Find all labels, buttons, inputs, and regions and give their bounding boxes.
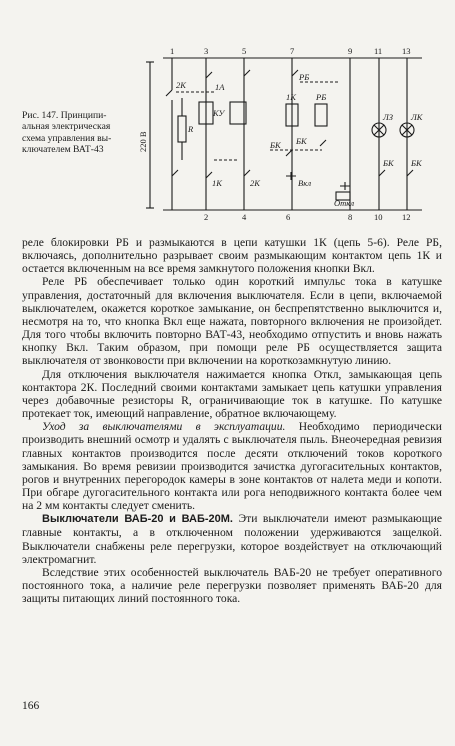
terminal-13: 13 — [402, 46, 411, 56]
terminal-9: 9 — [348, 46, 353, 56]
caption-line: схема управления вы- — [22, 132, 112, 144]
paragraph-lead: Уход за выключателями в эксплуатации. — [42, 420, 286, 434]
label-rb2: РБ — [316, 92, 327, 102]
label-1a: 1А — [215, 82, 225, 92]
terminal-11: 11 — [374, 46, 383, 56]
paragraph-disconnect — [22, 368, 442, 421]
label-2k-top: 2К — [176, 80, 186, 90]
label-r: R — [188, 124, 194, 134]
terminal-7: 7 — [290, 46, 295, 56]
relay-coil-rb — [315, 104, 327, 126]
resistor-r — [178, 98, 186, 160]
branch-7 — [286, 58, 298, 210]
paragraph-text: Необходимо периодически производить внешний осмотр и удалять с выключателя пыль. Внеочередная ревизия главных контактов производится после десяти отключений токов короткого замыкания. Во время ревизии производится зачистка дугогасительных контактов, рогов и внутренних перегородок камеры в зоне контактов от налета меди и копоти. При обгаре дугогасительного контакта или рога неподвижного контакта более чем на 2 мм контакты следует сменить. — [22, 420, 442, 513]
label-ku: КУ — [213, 108, 225, 118]
label-lz: ЛЗ — [383, 112, 393, 122]
label-bk2: БК — [296, 136, 307, 146]
paragraph-text: Для отключения выключателя нажимается кнопка Откл, замыкающая цепь контактора 2К. Последний своими контактами замыкает цепь катушки управления через добавочные резисторы R, ограничивающие ток в катушке. По катушке протекает ток, имеющий направление, обратное включающему. — [22, 367, 442, 421]
caption-line: Рис. 147. Принципи- — [22, 110, 107, 121]
label-bk4: БК — [411, 158, 422, 168]
label-bk1: БК — [270, 140, 281, 150]
label-1k-bottom: 1К — [212, 178, 222, 188]
body-text — [22, 236, 442, 605]
label-2k-bottom: 2К — [250, 178, 260, 188]
terminal-12: 12 — [402, 212, 411, 222]
paragraph-rb-relay — [22, 275, 442, 367]
branch-5 — [230, 58, 246, 210]
terminal-1: 1 — [170, 46, 175, 56]
terminal-6: 6 — [286, 212, 291, 222]
label-rb1: РБ — [299, 72, 310, 82]
label-bk3: БК — [383, 158, 394, 168]
label-lk: ЛК — [411, 112, 423, 122]
terminal-10: 10 — [374, 212, 383, 222]
paragraph-text: Эти выключатели имеют размыкающие главные контакты, а в отключенном положении удерживаются защелкой. Выключатели снабжены реле перегрузки, которое воздействует на отключающий электромагнит. — [22, 512, 442, 566]
label-1k: 1К — [286, 92, 296, 102]
terminal-2: 2 — [204, 212, 209, 222]
paragraph-continuation — [22, 236, 442, 275]
paragraph-text: Вследствие этих особенностей выключатель ВАБ-20 не требует оперативного постоянного тока, а наличие реле перегрузки позволяет применять ВАБ-20 для защиты питающих линий постоянного тока. — [22, 565, 442, 606]
paragraph-vab20 — [22, 512, 442, 566]
branch-1 — [166, 58, 172, 210]
paragraph-maintenance — [22, 420, 442, 512]
branch-13 — [400, 58, 414, 210]
terminal-4: 4 — [242, 212, 247, 222]
caption-line: альная электрическая — [22, 121, 111, 133]
terminal-8: 8 — [348, 212, 353, 222]
page-number: 166 — [22, 700, 40, 712]
label-vkl: Вкл — [298, 178, 312, 188]
terminal-3: 3 — [204, 46, 209, 56]
branch-3 — [199, 58, 213, 210]
paragraph-text: Реле РБ обеспечивает только один короткий импульс тока в катушке управления, достаточный для включения выключателя. Если в цепи, включаемой выключателем, окажется короткое замыкание, он беспрепятственно выключится и, несмотря на то, что кнопка Вкл еще нажата, повторного включения не произойдет. Для того чтобы включить повторно ВАТ-43, необходимо отпустить и вновь нажать кнопку Вкл. Таким образом, при помощи реле РБ осуществляется защита выключателя от звонковости при включении на короткозамкнутую линию. — [22, 275, 442, 368]
branch-11 — [372, 58, 386, 210]
caption-line: ключателем ВАТ-43 — [22, 144, 104, 156]
figure-caption — [22, 110, 117, 156]
voltage-label: 220 В — [138, 131, 148, 152]
terminal-5: 5 — [242, 46, 247, 56]
label-otkl: Откл — [334, 198, 355, 208]
paragraph-text: реле блокировки РБ и размыкаются в цепи катушки 1К (цепь 5-6). Реле РБ, включаясь, дополнительно разрывает своим размыкающим контактом цепь 1К и остается включенным на все время замкнутого положения кнопки Вкл. — [22, 236, 442, 276]
paragraph-lead: Выключатели ВАБ-20 и ВАБ-20М. — [42, 513, 233, 526]
paragraph-consequence — [22, 566, 442, 605]
